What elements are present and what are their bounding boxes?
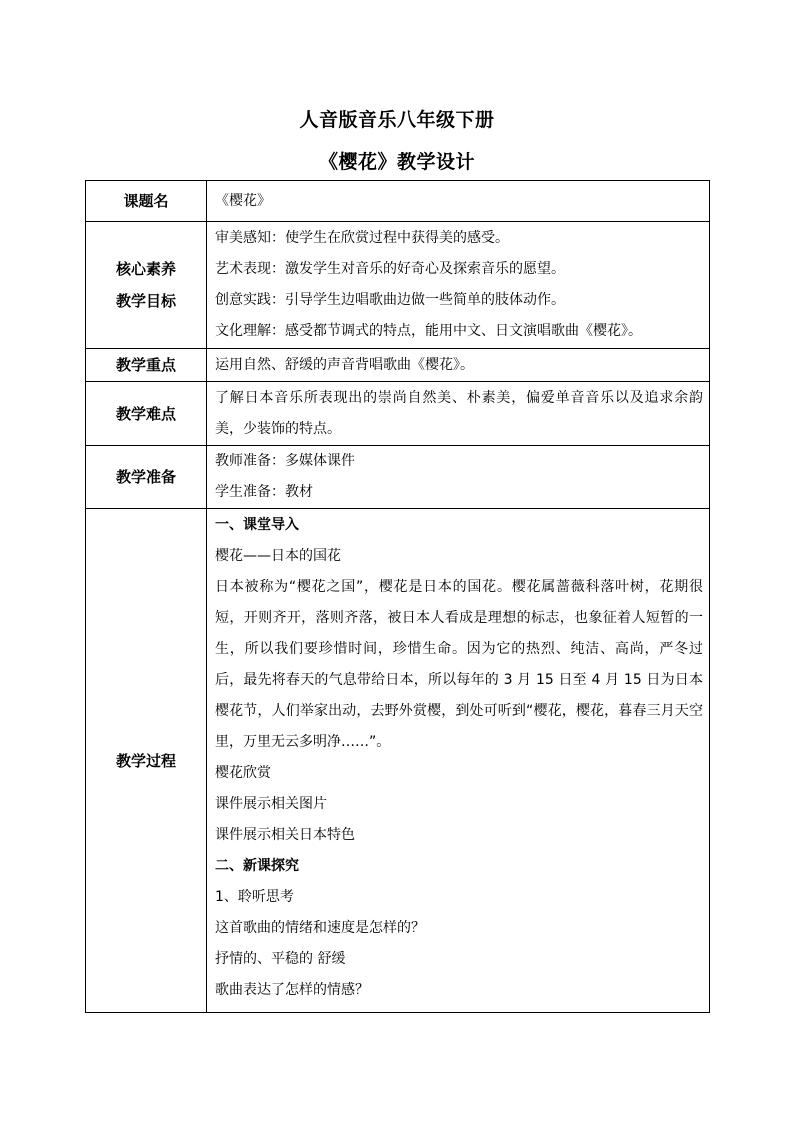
section2-answer: 抒情的、平稳的 舒缓	[215, 951, 346, 967]
preparation-item: 学生准备：教材	[215, 484, 313, 500]
goals-content-cell	[207, 222, 710, 349]
table-row-preparation	[86, 446, 710, 509]
document-subtitle: 《樱花》教学设计	[318, 151, 475, 173]
goals-label-line2: 教学目标	[115, 292, 176, 310]
topic-value-cell	[207, 181, 710, 222]
table-row-difficulties	[86, 382, 710, 446]
section2-question: 歌曲表达了怎样的情感？	[215, 982, 369, 998]
goal-item: 艺术表现：激发学生对音乐的好奇心及探索音乐的愿望。	[215, 261, 565, 277]
section1-heading: 一、课堂导入	[215, 517, 299, 533]
section2-question: 这首歌曲的情绪和速度是怎样的？	[215, 920, 425, 936]
key-points-label: 教学重点	[86, 349, 207, 382]
section2-heading: 二、新课探究	[215, 858, 299, 874]
section1-item: 课件展示相关日本特色	[215, 827, 355, 843]
topic-label: 课题名	[86, 181, 207, 222]
key-points-cell	[207, 349, 710, 382]
goal-item: 审美感知：使学生在欣赏过程中获得美的感受。	[215, 230, 509, 246]
goals-label-cell	[86, 222, 207, 349]
goal-item: 创意实践：引导学生边唱歌曲边做一些简单的肢体动作。	[215, 292, 565, 308]
process-cell	[207, 509, 710, 1013]
goal-item: 文化理解：感受都节调式的特点，能用中文、日文演唱歌曲《樱花》。	[215, 323, 642, 339]
document-title: 人音版音乐八年级下册	[299, 109, 495, 131]
difficulties-cell	[207, 382, 710, 446]
lesson-plan-table	[85, 180, 710, 1013]
preparation-cell	[207, 446, 710, 509]
difficulties-label: 教学难点	[86, 382, 207, 446]
table-row-process	[86, 509, 710, 1013]
preparation-item: 教师准备：多媒体课件	[215, 453, 355, 469]
section1-item: 课件展示相关图片	[215, 796, 327, 812]
table-row-topic	[86, 181, 710, 222]
preparation-label: 教学准备	[86, 446, 207, 509]
difficulties-value: 了解日本音乐所表现出的崇尚自然美、朴素美，偏爱单音音乐以及追求余韵美，少装饰的特点。	[215, 389, 703, 437]
goals-label-line1: 核心素养	[115, 260, 176, 278]
section2-step: 1、聆听思考	[215, 889, 294, 905]
section1-paragraph: 日本被称为“樱花之国”，樱花是日本的国花。樱花属蔷薇科落叶树，花期很短，开则齐开，落则齐落，被日本人看成是理想的标志，也象征着人短暂的一生，所以我们要珍惜时间，珍惜生命。因为它的热烈、纯洁、高尚，严冬过后，最先将春天的气息带给日本，所以每年的 3 月 15 日至 4 月 15 日为日本樱花节，人们举家出动，去野外赏樱，到处可听到“樱花，樱花，暮春三月天空里，万里无云多明净……”。	[215, 579, 703, 750]
process-label: 教学过程	[86, 509, 207, 1013]
section1-item: 樱花欣赏	[215, 765, 271, 781]
key-points-value: 运用自然、舒缓的声音背唱歌曲《樱花》。	[215, 356, 474, 373]
table-row-key-points	[86, 349, 710, 382]
table-row-goals	[86, 222, 710, 349]
topic-value: 《樱花》	[215, 192, 271, 209]
section1-subheading: 樱花——日本的国花	[215, 548, 341, 564]
